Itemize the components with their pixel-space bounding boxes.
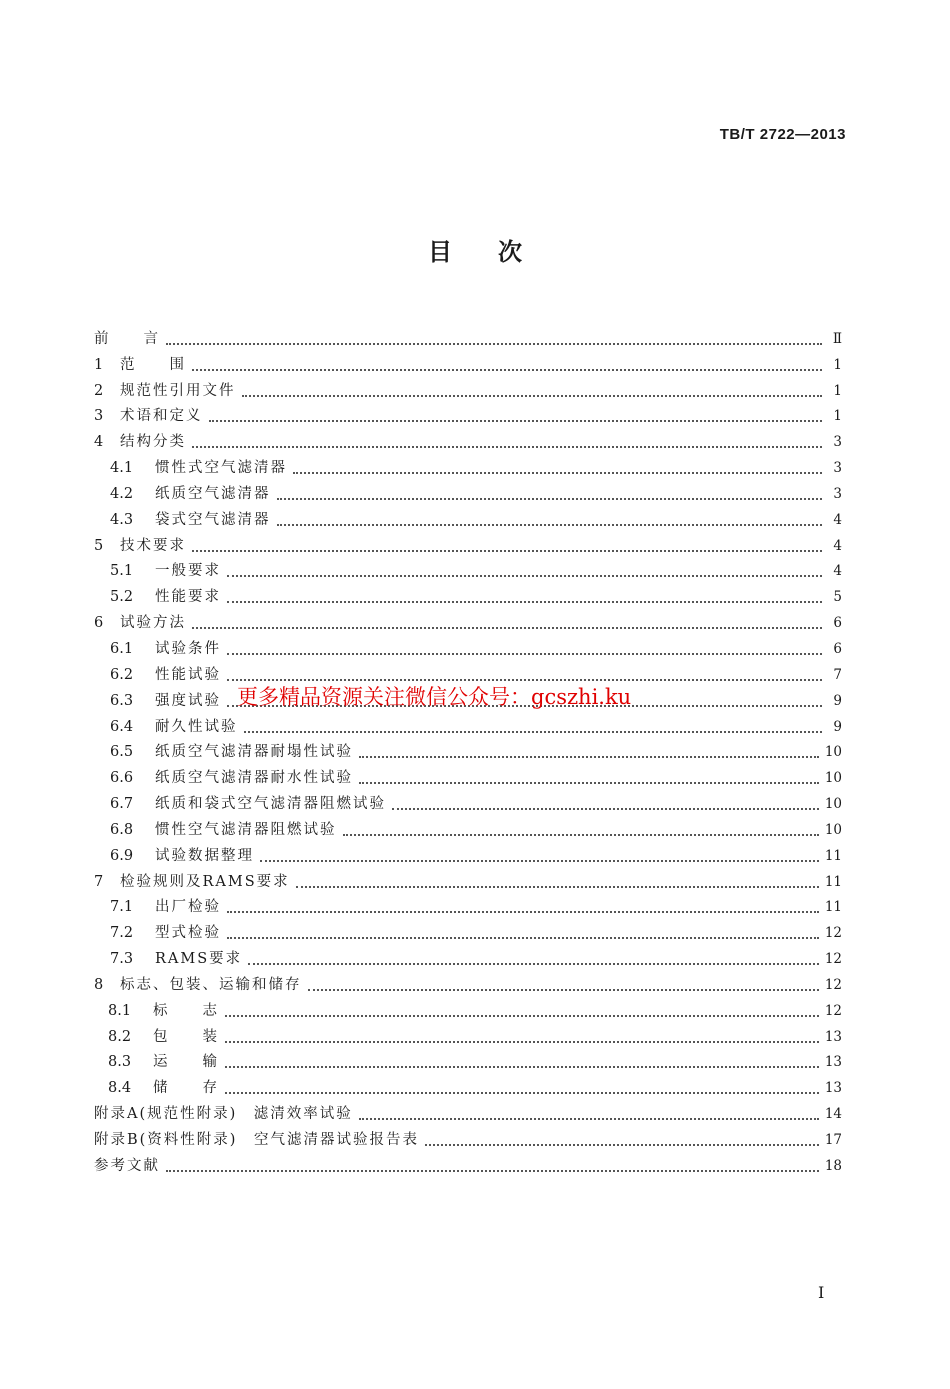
toc-leader-dots bbox=[192, 626, 822, 629]
standard-code: TB/T 2722—2013 bbox=[719, 126, 846, 143]
toc-entry[interactable] bbox=[94, 710, 842, 736]
toc-entry-page: 3 bbox=[833, 460, 842, 477]
toc-entry-title: 范 围 bbox=[120, 356, 186, 373]
toc-entry-number: 8.4 bbox=[108, 1080, 132, 1097]
toc-entry-number: 7.2 bbox=[110, 925, 134, 942]
toc-leader-dots bbox=[225, 1065, 819, 1068]
toc-leader-dots bbox=[359, 1117, 819, 1120]
toc-entry-page: 12 bbox=[824, 976, 842, 993]
toc-entry-number: 8 bbox=[94, 976, 104, 993]
toc-leader-dots bbox=[359, 755, 819, 758]
toc-entry-page: 1 bbox=[833, 356, 842, 373]
toc-entry-title: 型式检验 bbox=[155, 925, 221, 942]
toc-entry-page: 13 bbox=[824, 1054, 842, 1071]
toc-leader-dots bbox=[277, 497, 823, 500]
toc-entry[interactable] bbox=[94, 994, 842, 1020]
toc-leader-dots bbox=[225, 1040, 819, 1043]
toc-entry-page: 13 bbox=[824, 1080, 842, 1097]
toc-entry[interactable] bbox=[94, 839, 842, 865]
toc-entry[interactable] bbox=[94, 529, 842, 555]
toc-entry-title: 运 输 bbox=[153, 1054, 219, 1071]
toc-entry-number: 1 bbox=[94, 356, 104, 373]
toc-entry-title: 纸质空气滤清器耐水性试验 bbox=[155, 770, 353, 787]
toc-entry-page: 9 bbox=[833, 692, 842, 709]
toc-entry-title: 技术要求 bbox=[120, 537, 186, 554]
toc-leader-dots bbox=[227, 652, 822, 655]
toc-entry[interactable] bbox=[94, 658, 842, 684]
toc-entry-number: 6.1 bbox=[110, 640, 134, 657]
toc-entry-title: 储 存 bbox=[153, 1080, 219, 1097]
toc-entry-number: 7.1 bbox=[110, 899, 134, 916]
toc-entry[interactable] bbox=[94, 787, 842, 813]
toc-leader-dots bbox=[308, 988, 819, 991]
toc-entry-number: 8.2 bbox=[108, 1028, 132, 1045]
toc-entry[interactable] bbox=[94, 374, 842, 400]
toc-leader-dots bbox=[244, 730, 823, 733]
toc-entry[interactable] bbox=[94, 865, 842, 891]
toc-entry-title: 前 言 bbox=[94, 330, 160, 347]
toc-entry-number: 4 bbox=[94, 434, 104, 451]
toc-leader-dots bbox=[277, 523, 823, 526]
toc-entry-page: 11 bbox=[824, 847, 842, 864]
toc-leader-dots bbox=[225, 1014, 819, 1017]
toc-entry-page: 5 bbox=[833, 589, 842, 606]
toc-entry-number: 3 bbox=[94, 408, 104, 425]
toc-entry-title: 耐久性试验 bbox=[155, 718, 238, 735]
toc-entry-number: 6.5 bbox=[110, 744, 134, 761]
table-of-contents bbox=[94, 322, 842, 1175]
toc-leader-dots bbox=[166, 1169, 819, 1172]
toc-entry-number: 4.2 bbox=[110, 485, 134, 502]
toc-entry-page: 6 bbox=[833, 615, 842, 632]
toc-entry-number: 8.3 bbox=[108, 1054, 132, 1071]
toc-entry-page: 6 bbox=[833, 640, 842, 657]
toc-entry-number: 5.2 bbox=[110, 589, 134, 606]
toc-entry-title: 强度试验 bbox=[155, 692, 221, 709]
toc-leader-dots bbox=[359, 781, 819, 784]
toc-entry-title: 附录B(资料性附录) 空气滤清器试验报告表 bbox=[94, 1132, 419, 1148]
toc-entry-title: 术语和定义 bbox=[120, 408, 203, 425]
toc-entry-page: 10 bbox=[824, 770, 842, 787]
toc-entry-page: 12 bbox=[824, 1002, 842, 1019]
toc-entry-number: 4.1 bbox=[110, 460, 134, 477]
toc-leader-dots bbox=[425, 1143, 819, 1146]
toc-leader-dots bbox=[209, 419, 823, 422]
toc-entry-number: 2 bbox=[94, 382, 104, 399]
toc-entry[interactable] bbox=[94, 580, 842, 606]
toc-entry[interactable] bbox=[94, 916, 842, 942]
toc-entry-title: 包 装 bbox=[153, 1028, 219, 1045]
toc-entry-title: 附录A(规范性附录) 滤清效率试验 bbox=[94, 1106, 353, 1123]
toc-entry-page: 4 bbox=[833, 511, 842, 528]
watermark-text: 更多精品资源关注微信公众号：gcszhi.ku bbox=[237, 685, 632, 709]
toc-entry[interactable] bbox=[94, 503, 842, 529]
toc-leader-dots bbox=[166, 342, 822, 345]
toc-entry[interactable] bbox=[94, 348, 842, 374]
toc-leader-dots bbox=[192, 549, 822, 552]
toc-entry-title: 参考文献 bbox=[94, 1157, 160, 1174]
toc-entry[interactable] bbox=[94, 736, 842, 762]
toc-entry[interactable] bbox=[94, 1149, 842, 1175]
toc-entry[interactable] bbox=[94, 1097, 842, 1123]
toc-entry-number: 6 bbox=[94, 615, 104, 632]
toc-entry-number: 6.8 bbox=[110, 821, 134, 838]
toc-leader-dots bbox=[242, 394, 823, 397]
toc-entry[interactable] bbox=[94, 761, 842, 787]
toc-entry-page: 3 bbox=[833, 434, 842, 451]
toc-entry-page: 13 bbox=[824, 1028, 842, 1045]
toc-entry-page: Ⅱ bbox=[832, 330, 842, 347]
toc-entry-title: 惯性式空气滤清器 bbox=[155, 460, 287, 477]
toc-entry-title: 性能试验 bbox=[155, 666, 221, 683]
toc-leader-dots bbox=[296, 885, 819, 888]
toc-leader-dots bbox=[248, 962, 819, 965]
toc-entry[interactable] bbox=[94, 400, 842, 426]
toc-leader-dots bbox=[227, 936, 819, 939]
toc-entry-number: 6.3 bbox=[110, 692, 134, 709]
toc-entry[interactable] bbox=[94, 1020, 842, 1046]
toc-entry-title: 纸质和袋式空气滤清器阻燃试验 bbox=[155, 796, 386, 813]
toc-entry-title: 标志、包装、运输和储存 bbox=[120, 976, 302, 993]
toc-entry-number: 6.9 bbox=[110, 847, 134, 864]
toc-entry-title: 结构分类 bbox=[120, 434, 186, 451]
toc-leader-dots bbox=[192, 368, 822, 371]
toc-entry-title: RAMS要求 bbox=[155, 951, 243, 968]
toc-entry-page: 11 bbox=[824, 899, 842, 916]
toc-entry-number: 5 bbox=[94, 537, 104, 554]
toc-entry-title: 纸质空气滤清器 bbox=[155, 485, 271, 502]
toc-leader-dots bbox=[293, 471, 822, 474]
toc-entry-page: 12 bbox=[824, 951, 842, 968]
toc-entry[interactable] bbox=[94, 942, 842, 968]
toc-entry[interactable] bbox=[94, 322, 842, 348]
toc-leader-dots bbox=[227, 910, 819, 913]
toc-entry-page: 9 bbox=[833, 718, 842, 735]
toc-entry-page: 10 bbox=[824, 744, 842, 761]
toc-entry-page: 10 bbox=[824, 796, 842, 813]
toc-entry-title: 纸质空气滤清器耐塌性试验 bbox=[155, 744, 353, 761]
toc-entry[interactable] bbox=[94, 451, 842, 477]
toc-entry-page: 1 bbox=[833, 382, 842, 399]
toc-entry-title: 性能要求 bbox=[155, 589, 221, 606]
toc-entry-page: 18 bbox=[824, 1157, 842, 1174]
toc-entry[interactable] bbox=[94, 968, 842, 994]
toc-leader-dots bbox=[192, 445, 822, 448]
toc-entry-page: 1 bbox=[833, 408, 842, 425]
toc-leader-dots bbox=[227, 574, 822, 577]
toc-entry-page: 4 bbox=[833, 537, 842, 554]
toc-entry[interactable] bbox=[94, 891, 842, 917]
page-number: I bbox=[818, 1283, 825, 1302]
toc-entry-page: 4 bbox=[833, 563, 842, 580]
toc-entry-title: 试验条件 bbox=[155, 640, 221, 657]
toc-entry[interactable] bbox=[94, 1123, 842, 1149]
toc-entry-number: 4.3 bbox=[110, 511, 134, 528]
toc-entry-page: 12 bbox=[824, 925, 842, 942]
toc-entry-page: 7 bbox=[833, 666, 842, 683]
toc-entry[interactable] bbox=[94, 606, 842, 632]
toc-entry-number: 7 bbox=[94, 873, 104, 890]
toc-entry-number: 6.7 bbox=[110, 796, 134, 813]
toc-entry-title: 标 志 bbox=[153, 1002, 219, 1019]
page-title: 目次 bbox=[428, 237, 568, 266]
toc-entry-page: 10 bbox=[824, 821, 842, 838]
toc-entry-page: 11 bbox=[824, 873, 842, 890]
toc-entry[interactable] bbox=[94, 425, 842, 451]
toc-leader-dots bbox=[260, 859, 819, 862]
toc-leader-dots bbox=[392, 807, 819, 810]
toc-leader-dots bbox=[343, 833, 819, 836]
toc-entry-number: 6.6 bbox=[110, 770, 134, 787]
toc-entry-page: 17 bbox=[824, 1132, 842, 1148]
toc-entry-number: 7.3 bbox=[110, 951, 134, 968]
toc-entry-page: 14 bbox=[824, 1106, 842, 1123]
toc-entry[interactable] bbox=[94, 632, 842, 658]
toc-leader-dots bbox=[227, 600, 822, 603]
toc-entry-title: 惯性空气滤清器阻燃试验 bbox=[155, 821, 337, 838]
toc-entry-page: 3 bbox=[833, 485, 842, 502]
toc-entry[interactable] bbox=[94, 1046, 842, 1072]
toc-leader-dots bbox=[225, 1091, 819, 1094]
toc-entry-number: 6.4 bbox=[110, 718, 134, 735]
toc-entry-number: 6.2 bbox=[110, 666, 134, 683]
toc-entry-title: 试验数据整理 bbox=[155, 847, 254, 864]
toc-entry-title: 规范性引用文件 bbox=[120, 382, 236, 399]
toc-entry[interactable] bbox=[94, 1071, 842, 1097]
toc-entry-title: 一般要求 bbox=[155, 563, 221, 580]
toc-entry[interactable] bbox=[94, 813, 842, 839]
toc-entry-title: 检验规则及RAMS要求 bbox=[120, 873, 290, 890]
toc-entry-number: 8.1 bbox=[108, 1002, 132, 1019]
toc-entry-title: 袋式空气滤清器 bbox=[155, 511, 271, 528]
toc-entry-title: 出厂检验 bbox=[155, 899, 221, 916]
toc-entry-title: 试验方法 bbox=[120, 615, 186, 632]
toc-entry[interactable] bbox=[94, 555, 842, 581]
toc-entry[interactable] bbox=[94, 477, 842, 503]
toc-entry-number: 5.1 bbox=[110, 563, 134, 580]
